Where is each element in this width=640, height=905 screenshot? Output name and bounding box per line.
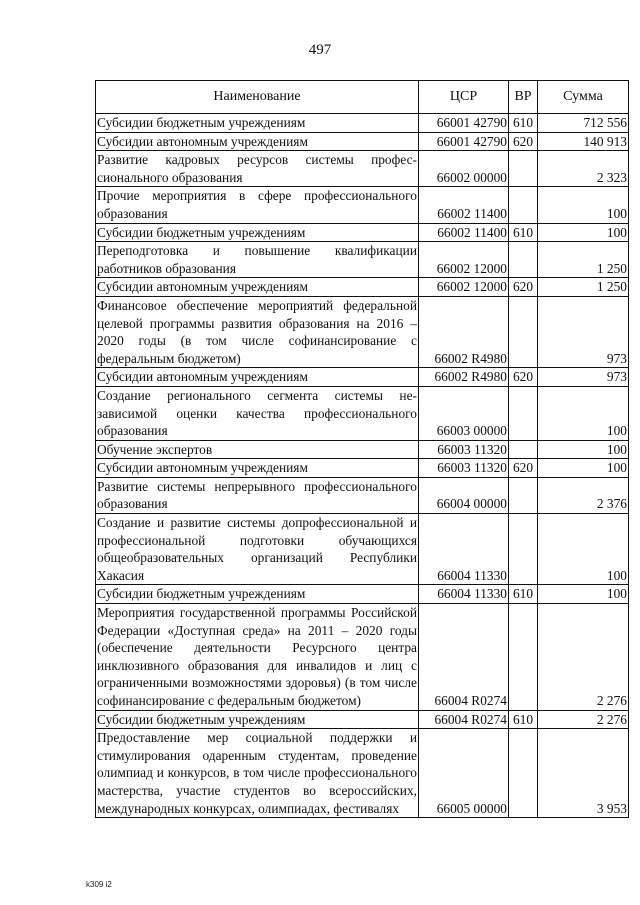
row-vr-cell	[509, 296, 538, 367]
row-vr-cell: 620	[509, 278, 538, 297]
row-name-cell: Мероприятия государственной программы Российской Федерации «Доступная среда» на 2011 – 2020 годы (обеспечение деятельности Ресурсного центра инклюзивного образования для инвалидов и лиц с ограниченными возможностями здоровья) (в том числе софинансирование с федеральным бюджетом)	[96, 604, 419, 711]
row-vr-cell	[509, 242, 538, 278]
row-vr-cell	[509, 187, 538, 223]
row-csr-cell: 66005 00000	[419, 729, 509, 818]
row-vr-cell	[509, 514, 538, 585]
row-name-cell: Субсидии автономным учреждениям	[96, 132, 419, 151]
row-sum-cell: 100	[538, 514, 629, 585]
row-sum-cell: 2 276	[538, 604, 629, 711]
row-csr-cell: 66003 11320	[419, 459, 509, 478]
row-vr-cell	[509, 604, 538, 711]
row-sum-cell: 100	[538, 440, 629, 459]
row-sum-cell: 140 913	[538, 132, 629, 151]
row-name-cell: Создание и развитие системы допрофессиональной и профессиональной подготовки обучающихся общеобразовательных организаций Республики Хакасия	[96, 514, 419, 585]
row-csr-cell: 66001 42790	[419, 114, 509, 133]
row-csr-cell: 66002 R4980	[419, 368, 509, 387]
table-row	[96, 386, 629, 440]
row-sum-cell: 1 250	[538, 242, 629, 278]
table-row	[96, 223, 629, 242]
row-sum-cell: 973	[538, 368, 629, 387]
row-vr-cell: 610	[509, 114, 538, 133]
row-sum-cell: 1 250	[538, 278, 629, 297]
row-csr-cell: 66002 12000	[419, 242, 509, 278]
row-name-cell: Финансовое обеспечение мероприятий федеральной целевой программы развития образования на 2016 – 2020 годы (в том числе софинансирование с федеральным бюджетом)	[96, 296, 419, 367]
table-row	[96, 604, 629, 711]
footer-code: k309 i2	[86, 880, 112, 889]
row-sum-cell: 2 276	[538, 710, 629, 729]
budget-table	[95, 80, 629, 818]
table-row	[96, 296, 629, 367]
header-name: Наименование	[96, 81, 419, 114]
row-sum-cell: 100	[538, 187, 629, 223]
row-csr-cell: 66002 R4980	[419, 296, 509, 367]
row-vr-cell: 620	[509, 459, 538, 478]
row-name-cell: Субсидии автономным учреждениям	[96, 278, 419, 297]
row-vr-cell: 620	[509, 368, 538, 387]
table-row	[96, 477, 629, 513]
row-name-cell: Субсидии бюджетным учреждениям	[96, 585, 419, 604]
header-sum: Сумма	[538, 81, 629, 114]
row-csr-cell: 66003 11320	[419, 440, 509, 459]
row-vr-cell	[509, 729, 538, 818]
table-row	[96, 242, 629, 278]
row-csr-cell: 66002 00000	[419, 151, 509, 187]
table-row	[96, 710, 629, 729]
row-name-cell: Субсидии бюджетным учреждениям	[96, 114, 419, 133]
row-csr-cell: 66002 12000	[419, 278, 509, 297]
header-vr: ВР	[509, 81, 538, 114]
table-row	[96, 114, 629, 133]
table-row	[96, 132, 629, 151]
row-name-cell: Создание регионального сегмента системы независимой оценки качества профессионального образования	[96, 386, 419, 440]
table-row	[96, 459, 629, 478]
row-name-cell: Субсидии бюджетным учреждениям	[96, 223, 419, 242]
row-name-cell: Субсидии автономным учреждениям	[96, 368, 419, 387]
row-sum-cell: 2 376	[538, 477, 629, 513]
table-header-row	[96, 81, 629, 114]
table-row	[96, 187, 629, 223]
row-sum-cell: 100	[538, 223, 629, 242]
row-name-cell: Обучение экспертов	[96, 440, 419, 459]
row-sum-cell: 100	[538, 459, 629, 478]
row-vr-cell: 610	[509, 710, 538, 729]
row-sum-cell: 3 953	[538, 729, 629, 818]
row-csr-cell: 66004 11330	[419, 585, 509, 604]
row-sum-cell: 712 556	[538, 114, 629, 133]
row-csr-cell: 66002 11400	[419, 223, 509, 242]
row-vr-cell	[509, 151, 538, 187]
row-name-cell: Развитие кадровых ресурсов системы профессионального образования	[96, 151, 419, 187]
row-vr-cell: 620	[509, 132, 538, 151]
row-sum-cell: 100	[538, 386, 629, 440]
row-vr-cell: 610	[509, 585, 538, 604]
row-csr-cell: 66001 42790	[419, 132, 509, 151]
table-row	[96, 729, 629, 818]
row-csr-cell: 66004 R0274	[419, 710, 509, 729]
table-body	[96, 114, 629, 818]
row-sum-cell: 973	[538, 296, 629, 367]
row-name-cell: Прочие мероприятия в сфере профессионального образования	[96, 187, 419, 223]
row-vr-cell	[509, 477, 538, 513]
table-row	[96, 585, 629, 604]
row-vr-cell	[509, 440, 538, 459]
row-csr-cell: 66003 00000	[419, 386, 509, 440]
row-vr-cell	[509, 386, 538, 440]
table-row	[96, 278, 629, 297]
row-csr-cell: 66004 11330	[419, 514, 509, 585]
table-row	[96, 151, 629, 187]
row-sum-cell: 100	[538, 585, 629, 604]
page-number: 497	[308, 42, 332, 58]
row-csr-cell: 66004 R0274	[419, 604, 509, 711]
header-csr: ЦСР	[419, 81, 509, 114]
row-name-cell: Субсидии автономным учреждениям	[96, 459, 419, 478]
row-vr-cell: 610	[509, 223, 538, 242]
row-csr-cell: 66004 00000	[419, 477, 509, 513]
row-name-cell: Субсидии бюджетным учреждениям	[96, 710, 419, 729]
row-name-cell: Развитие системы непрерывного профессионального образования	[96, 477, 419, 513]
table-row	[96, 368, 629, 387]
row-name-cell: Предоставление мер социальной поддержки и стимулирования одаренным студентам, проведение олимпиад и конкурсов, в том числе профессионального мастерства, участие студентов во всероссийских, международных конкурсах, олимпиадах, фестивалях	[96, 729, 419, 818]
row-name-cell: Переподготовка и повышение квалификации работников образования	[96, 242, 419, 278]
table-row	[96, 440, 629, 459]
table-row	[96, 514, 629, 585]
row-csr-cell: 66002 11400	[419, 187, 509, 223]
row-sum-cell: 2 323	[538, 151, 629, 187]
